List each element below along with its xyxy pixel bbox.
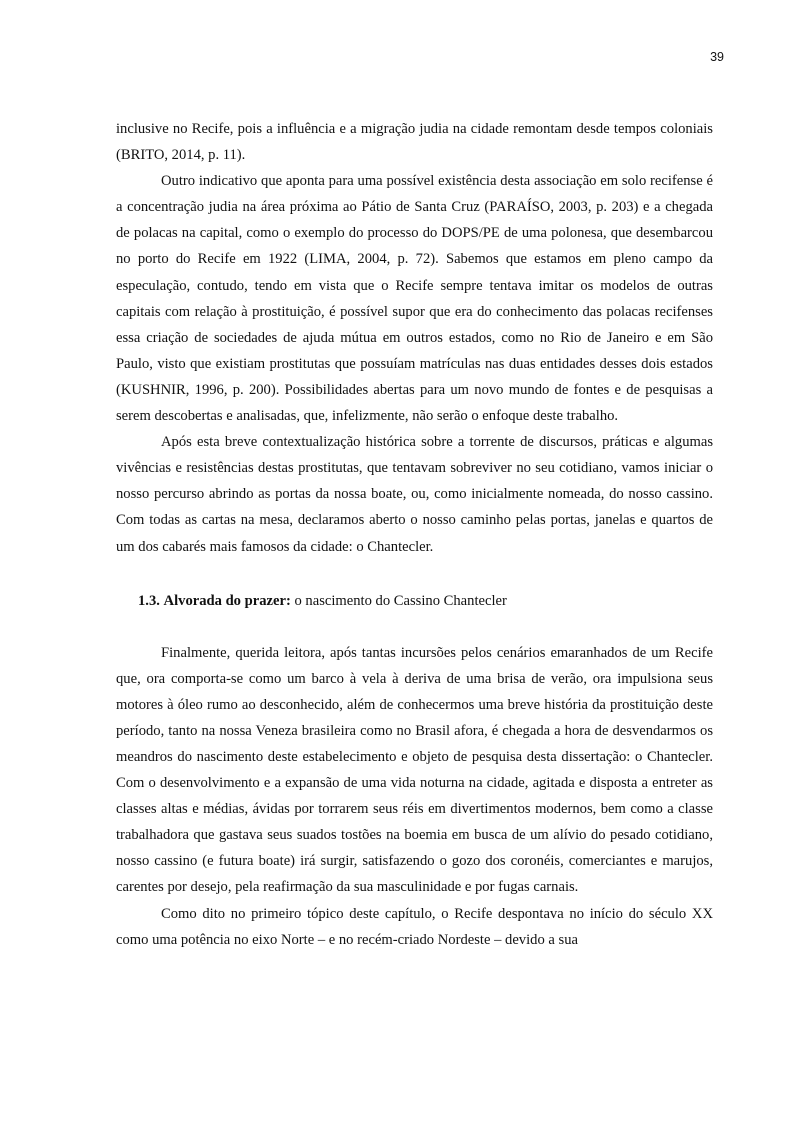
paragraph: Outro indicativo que aponta para uma possível existência desta associação em solo recifense é a concentração judia na área próxima ao Pátio de Santa Cruz (PARAÍSO, 2003, p. 203) e a chegada de polacas na capital, como o exemplo do processo do DOPS/PE de uma polonesa, que desembarcou no porto do Recife em 1922 (LIMA, 2004, p. 72). Sabemos que estamos em pleno campo da especulação, contudo, tendo em vista que o Recife sempre tentava imitar os modelos de outras capitais com relação à prostituição, é possível supor que era do conhecimento das polacas recifenses essa criação de sociedades de ajuda mútua em outros estados, como no Rio de Janeiro e em São Paulo, visto que existiam prostitutas que possuíam matrículas nas duas entidades desses dois estados (KUSHNIR, 1996, p. 200). Possibilidades abertas para um novo mundo de fontes e de pesquisas a serem descobertas e analisadas, que, infelizmente, não serão o enfoque deste trabalho. [116,173,713,425]
section-title-bold: Alvorada do prazer: [163,592,291,609]
page-number: 39 [710,50,724,64]
paragraph: Como dito no primeiro tópico deste capítulo, o Recife despontava no início do século XX como uma potência no eixo Norte – e no recém-criado Nordeste – devido a sua [116,905,713,948]
blank-line [116,614,713,640]
page-body [116,116,713,953]
section-heading [138,588,713,614]
section-number: 1.3. [138,592,160,609]
section-title-rest: o nascimento do Cassino Chantecler [294,592,507,609]
paragraph: Após esta breve contextualização histórica sobre a torrente de discursos, práticas e algumas vivências e resistências destas prostitutas, que tentavam sobreviver no seu cotidiano, vamos iniciar o nosso percurso abrindo as portas da nossa boate, ou, como inicialmente nomeada, do nosso cassino. Com todas as cartas na mesa, declaramos aberto o nosso caminho pelas portas, janelas e quartos de um dos cabarés mais famosos da cidade: o Chantecler. [116,434,713,555]
paragraph: Finalmente, querida leitora, após tantas incursões pelos cenários emaranhados de um Recife que, ora comporta-se como um barco à vela à deriva de uma brisa de verão, ora impulsiona seus motores à óleo rumo ao desconhecido, além de conhecermos uma breve história da prostituição deste período, tanto na nossa Veneza brasileira como no Brasil afora, é chegada a hora de desvendarmos os meandros do nascimento deste estabelecimento e objeto de pesquisa desta dissertação: o Chantecler. Com o desenvolvimento e a expansão de uma vida noturna na cidade, agitada e disposta a entreter as classes altas e médias, ávidas por torrarem seus réis em divertimentos modernos, bem como a classe trabalhadora que gastava seus suados tostões na boemia em busca de um alívio do pesado cotidiano, nosso cassino (e futura boate) irá surgir, satisfazendo o gozo dos coronéis, comerciantes e marujos, carentes por desejo, pela reafirmação da sua masculinidade e por fugas carnais. [116,644,713,896]
paragraph-continuation: inclusive no Recife, pois a influência e a migração judia na cidade remontam desde tempos coloniais (BRITO, 2014, p. 11). [116,121,713,164]
